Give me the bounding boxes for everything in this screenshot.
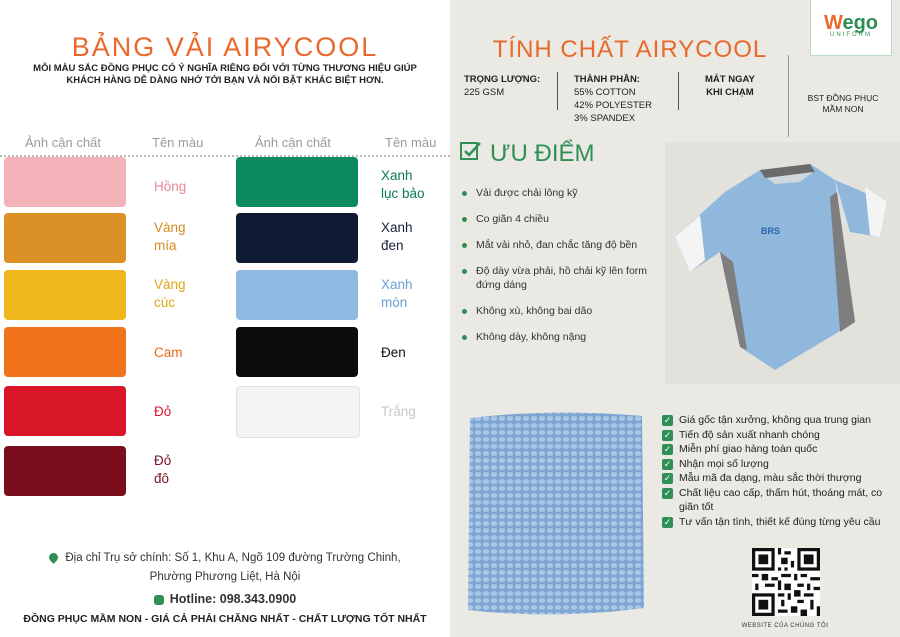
list-item: Không xù, không bai dão — [462, 304, 662, 318]
qr-code[interactable] — [752, 548, 820, 616]
wego-logo: Wego UNIFORM — [810, 0, 892, 56]
advantages-list — [462, 186, 662, 356]
header-name-right: Tên màu — [385, 135, 437, 150]
collection-label: BST ĐỒNG PHỤC MẦM NON — [807, 93, 879, 114]
list-item: ✓ Tư vấn tận tình, thiết kế đúng từng yêu cầu — [663, 515, 881, 528]
checkbox-icon: ✓ — [663, 473, 672, 483]
phone-icon — [154, 595, 164, 605]
color-name: Xanh lục bảo — [381, 168, 425, 201]
list-item: Vải được chải lông kỹ — [462, 186, 662, 200]
address-line-1: Địa chỉ Trụ sở chính: Số 1, Khu A, Ngõ 109 đường Trường Chinh, — [0, 552, 450, 564]
fabric-swatch — [4, 213, 126, 263]
fabric-swatch — [4, 157, 126, 207]
hotline: Hotline: 098.343.0900 — [0, 592, 450, 606]
checkbox-icon: ✓ — [663, 458, 672, 469]
fabric-closeup-image — [466, 408, 646, 618]
checkbox-icon: ✓ — [663, 516, 672, 527]
color-name: Vàng cúc — [154, 277, 186, 310]
fabric-swatch — [4, 327, 126, 377]
spec-divider-3 — [788, 55, 789, 137]
spec-weight: TRỌNG LƯỢNG: 225 GSM — [464, 74, 541, 98]
fabric-swatch — [236, 327, 358, 377]
color-name: Vàng mía — [154, 220, 186, 253]
list-item: ✓ Chất liệu cao cấp, thấm hút, thoáng mát, co giãn tốt — [663, 486, 883, 513]
spec-divider-2 — [678, 72, 679, 110]
header-name-left: Tên màu — [152, 135, 204, 150]
checkbox-icon: ✓ — [663, 444, 672, 454]
check-icon — [460, 140, 482, 162]
website-label: WEBSITE CỦA CHÚNG TÔI — [741, 623, 829, 629]
fabric-table-subtitle: MỖI MÀU SẮC ĐỒNG PHỤC CÓ Ý NGHĨA RIÊNG ĐỐI VỚI TỪNG THƯƠNG HIỆU GIÚP KHÁCH HÀNG DỄ DÀNG NHỚ TỚI BẠN VÀ NỔI BẬT KHÁC BIỆT HƠN. — [33, 63, 417, 86]
list-item: Mắt vải nhỏ, đan chắc tăng độ bền — [462, 238, 662, 252]
slogan: ĐỒNG PHỤC MẦM NON - GIÁ CẢ PHẢI CHĂNG NHẤT - CHẤT LƯỢNG TỐT NHẤT — [23, 613, 427, 625]
spec-divider-1 — [557, 72, 558, 110]
fabric-swatch — [4, 270, 126, 320]
list-item: Co giãn 4 chiều — [462, 212, 662, 226]
spec-composition: THÀNH PHẦN: 55% COTTON 42% POLYESTER 3% SPANDEX — [574, 74, 652, 124]
color-name: Cam — [154, 345, 183, 360]
list-item: ✓ Giá gốc tận xưởng, không qua trung gian — [663, 414, 871, 426]
color-name: Đen — [381, 345, 406, 360]
checkbox-icon: ✓ — [663, 415, 672, 425]
header-photo-left: Ảnh cận chất — [25, 135, 101, 150]
color-name: Xanh đen — [381, 220, 413, 253]
header-photo-right: Ảnh cận chất — [255, 135, 331, 150]
spec-feel: MÁT NGAY KHI CHẠM — [705, 74, 755, 98]
list-item: Độ dày vừa phải, hồ chải kỹ lên form đứng dáng — [462, 264, 662, 292]
properties-title: TÍNH CHẤT AIRYCOOL — [492, 36, 768, 63]
benefits-list — [662, 413, 900, 529]
color-name: Đỏ — [154, 404, 172, 419]
list-item: ✓ Tiến độ sản xuất nhanh chóng — [663, 428, 820, 441]
color-name: Trắng — [381, 404, 416, 419]
location-pin-icon — [47, 552, 60, 565]
address-line-2: Phường Phương Liệt, Hà Nội — [149, 571, 301, 583]
checkbox-icon: ✓ — [663, 429, 672, 440]
fabric-swatch — [4, 446, 126, 496]
fabric-table-title: BẢNG VẢI AIRYCOOL — [71, 32, 379, 62]
color-name: Đỏ đô — [154, 453, 172, 486]
fabric-swatch — [236, 386, 360, 438]
fabric-swatch — [236, 213, 358, 263]
color-name: Xanh mòn — [381, 277, 413, 310]
list-item: ✓ Mẫu mã đa dạng, màu sắc thời thượng — [663, 472, 862, 484]
fabric-swatch — [236, 270, 358, 320]
list-item: ✓ Nhận mọi số lượng — [663, 457, 769, 470]
fabric-swatch — [236, 157, 358, 207]
color-name: Hồng — [154, 179, 187, 194]
fabric-swatch — [4, 386, 126, 436]
checkbox-icon: ✓ — [663, 487, 672, 498]
advantages-title: ƯU ĐIỂM — [490, 140, 595, 167]
shirt-brand-logo: BRS — [761, 226, 781, 236]
list-item: ✓ Miễn phí giao hàng toàn quốc — [663, 443, 818, 455]
tshirt-image — [665, 142, 900, 384]
list-item: Không dày, không nặng — [462, 330, 662, 344]
